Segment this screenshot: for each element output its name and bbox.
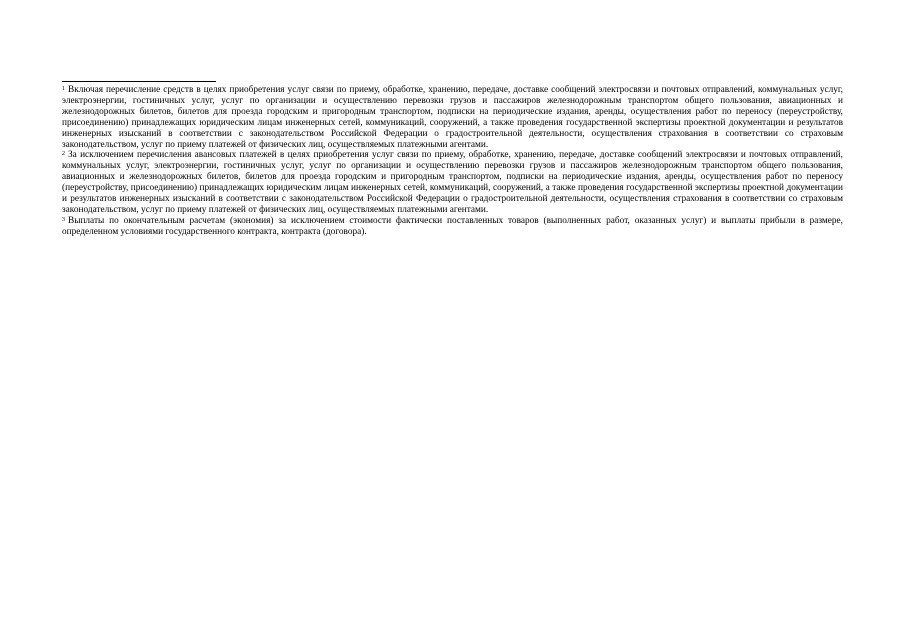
footnote-separator-line bbox=[62, 81, 216, 82]
footnote-2 bbox=[62, 150, 843, 215]
footnote-marker: 3 bbox=[62, 216, 65, 223]
footnote-marker: 2 bbox=[62, 151, 65, 158]
footnotes-section bbox=[62, 85, 843, 238]
footnote-text: За исключением перечисления авансовых платежей в целях приобретения услуг связи по приему, обработке, хранению, передаче, доставке сообщений электросвязи и почтовых отправлений, коммунальных услуг, электроэнергии, гостиничных услуг, услуг по организации и осуществлению перевозки грузов и пассажиров железнодорожным транспортом общего пользования, авиационных и железнодорожных билетов, билетов для проезда городским и пригородным транспортом, подписки на периодические издания, аренды, осуществления работ по переносу (переустройству, присоединению) принадлежащих юридическим лицам инженерных сетей, коммуникаций, сооружений, а также проведения государственной экспертизы проектной документации и результатов инженерных изысканий в соответствии с законодательством Российской Федерации о градостроительной деятельности, осуществления страхования в соответствии со страховым законодательством, услуг по приему платежей от физических лиц, осуществляемых платежными агентами. bbox=[62, 150, 843, 215]
footnote-text: Включая перечисление средств в целях приобретения услуг связи по приему, обработке, хранению, передаче, доставке сообщений электросвязи и почтовых отправлений, коммунальных услуг, электроэнергии, гостиничных услуг, услуг по организации и осуществлению перевозки грузов и пассажиров железнодорожным транспортом общего пользования, авиационных и железнодорожных билетов, билетов для проезда городским и пригородным транспортом, подписки на периодические издания, аренды, осуществления работ по переносу (переустройству, присоединению) принадлежащих юридическим лицам инженерных сетей, коммуникаций, сооружений, а также проведения государственной экспертизы проектной документации и результатов инженерных изысканий в соответствии с законодательством Российской Федерации о градостроительной деятельности, осуществления страхования в соответствии со страховым законодательством, услуг по приему платежей от физических лиц, осуществляемых платежными агентами. bbox=[62, 85, 843, 150]
footnote-text: Выплаты по окончательным расчетам (экономия) за исключением стоимости фактически поставленных товаров (выполненных работ, оказанных услуг) и выплаты прибыли в размере, определенном условиями государственного контракта, контракта (договора). bbox=[62, 215, 843, 237]
footnote-marker: 1 bbox=[62, 86, 65, 92]
footnote-3 bbox=[62, 216, 843, 238]
footnote-1 bbox=[62, 85, 843, 150]
